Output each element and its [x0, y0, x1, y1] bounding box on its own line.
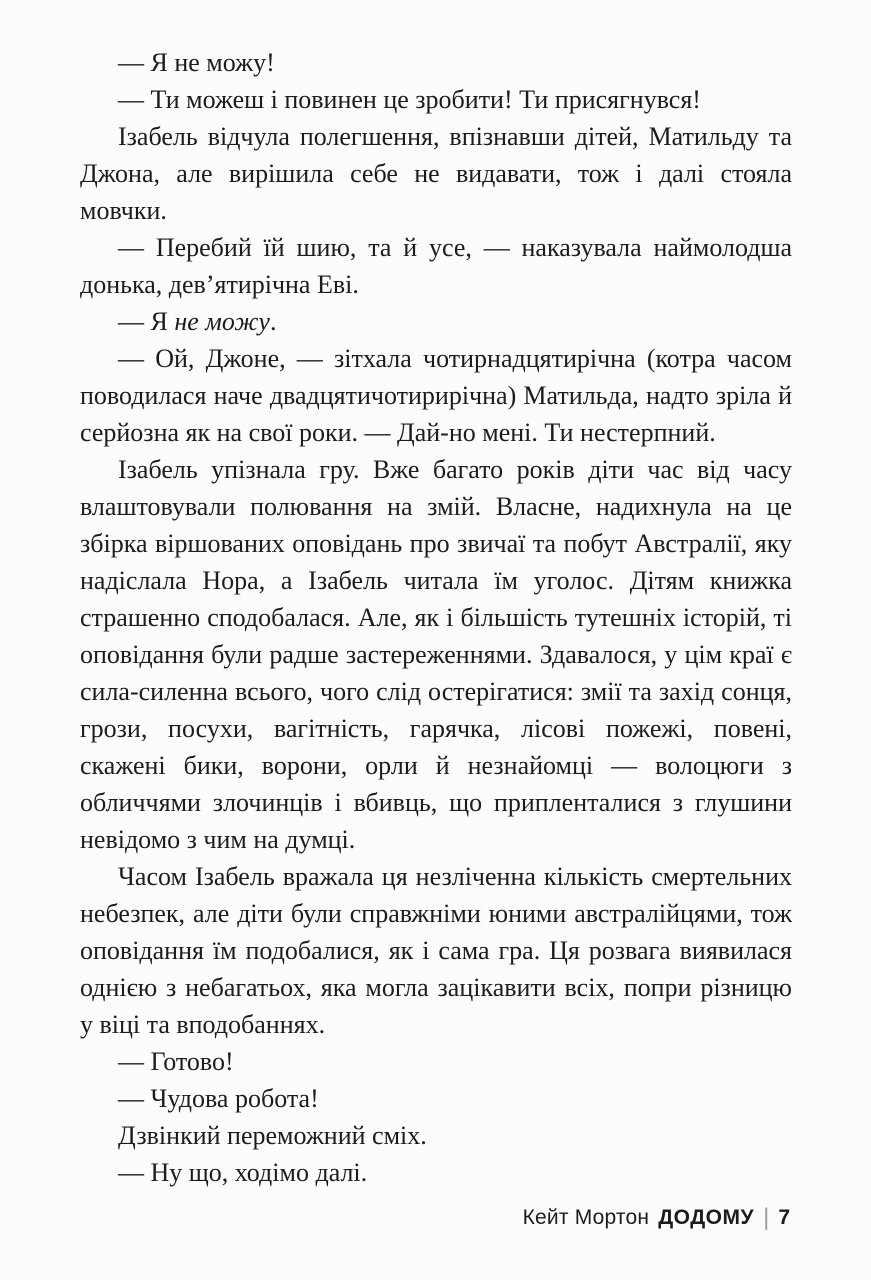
- paragraph: [80, 44, 792, 81]
- text-segment: — Ти можеш і повинен це зробити! Ти присягнувся!: [118, 85, 701, 114]
- paragraph: [80, 81, 792, 118]
- text-segment: — Готово!: [118, 1047, 234, 1076]
- footer-book-title: ДОДОМУ: [658, 1206, 755, 1229]
- text-segment: Дзвінкий переможний сміх.: [118, 1121, 427, 1150]
- text-segment: .: [269, 307, 277, 336]
- footer-page-number: 7: [778, 1206, 790, 1229]
- text-segment: Ізабель упізнала гру. Вже багато років діти час від часу влаштовували полювання на змій. Власне, надихнула на це збірка віршованих оповідань про звичаї та побут Австралії, яку надіслала Нора, а Ізабель читала їм уголос. Дітям книжка страшенно сподобалася. Але, як і більшість тутешніх історій, ті оповідання були радше застереженнями. Здавалося, у цім краї є сила-силенна всього, чого слід остерігатися: змії та захід сонця, грози, посухи, вагітність, гарячка, лісові пожежі, повені, скажені бики, ворони, орли й незнайомці — волоцюги з обличчями злочинців і вбивць, що припленталися з глушини невідомо з чим на думці.: [80, 455, 792, 854]
- footer-author: Кейт Мортон: [522, 1206, 650, 1229]
- paragraph: [80, 1080, 792, 1117]
- footer-separator: |: [763, 1204, 770, 1231]
- page-text: [80, 44, 792, 1191]
- text-segment: — Ой, Джоне, — зітхала чотирнадцятирічна (котра часом поводилася наче двадцятичотирирічна) Матильда, надто зріла й серйозна як на свої роки. — Дай-но мені. Ти нестерпний.: [80, 344, 792, 447]
- text-segment: — Перебий їй шию, та й усе, — наказувала наймолодша донька, дев’ятирічна Еві.: [80, 233, 792, 299]
- paragraph: [80, 303, 792, 340]
- text-segment: — Ну що, ходімо далі.: [118, 1158, 368, 1187]
- text-segment: — Чудова робота!: [118, 1084, 319, 1113]
- text-segment: Часом Ізабель вражала ця незліченна кількість смертельних небезпек, але діти були справжніми юними австралійцями, тож оповідання їм подобалися, як і сама гра. Ця розвага виявилася однією з небагатьох, яка могла зацікавити всіх, попри різницю у віці та вподобаннях.: [80, 862, 792, 1039]
- page-footer: [523, 1206, 790, 1230]
- paragraph: [80, 858, 792, 1043]
- paragraph: [80, 229, 792, 303]
- text-segment: — Я: [118, 307, 175, 336]
- paragraph: [80, 118, 792, 229]
- text-segment: — Я не можу!: [118, 48, 275, 77]
- paragraph: [80, 1154, 792, 1191]
- paragraph: [80, 1043, 792, 1080]
- paragraph: [80, 451, 792, 858]
- text-segment: Ізабель відчула полегшення, впізнавши дітей, Матильду та Джона, але вирішила себе не видавати, тож і далі стояла мовчки.: [80, 122, 792, 225]
- paragraph: [80, 1117, 792, 1154]
- italic-text-segment: не можу: [174, 307, 270, 336]
- paragraph: [80, 340, 792, 451]
